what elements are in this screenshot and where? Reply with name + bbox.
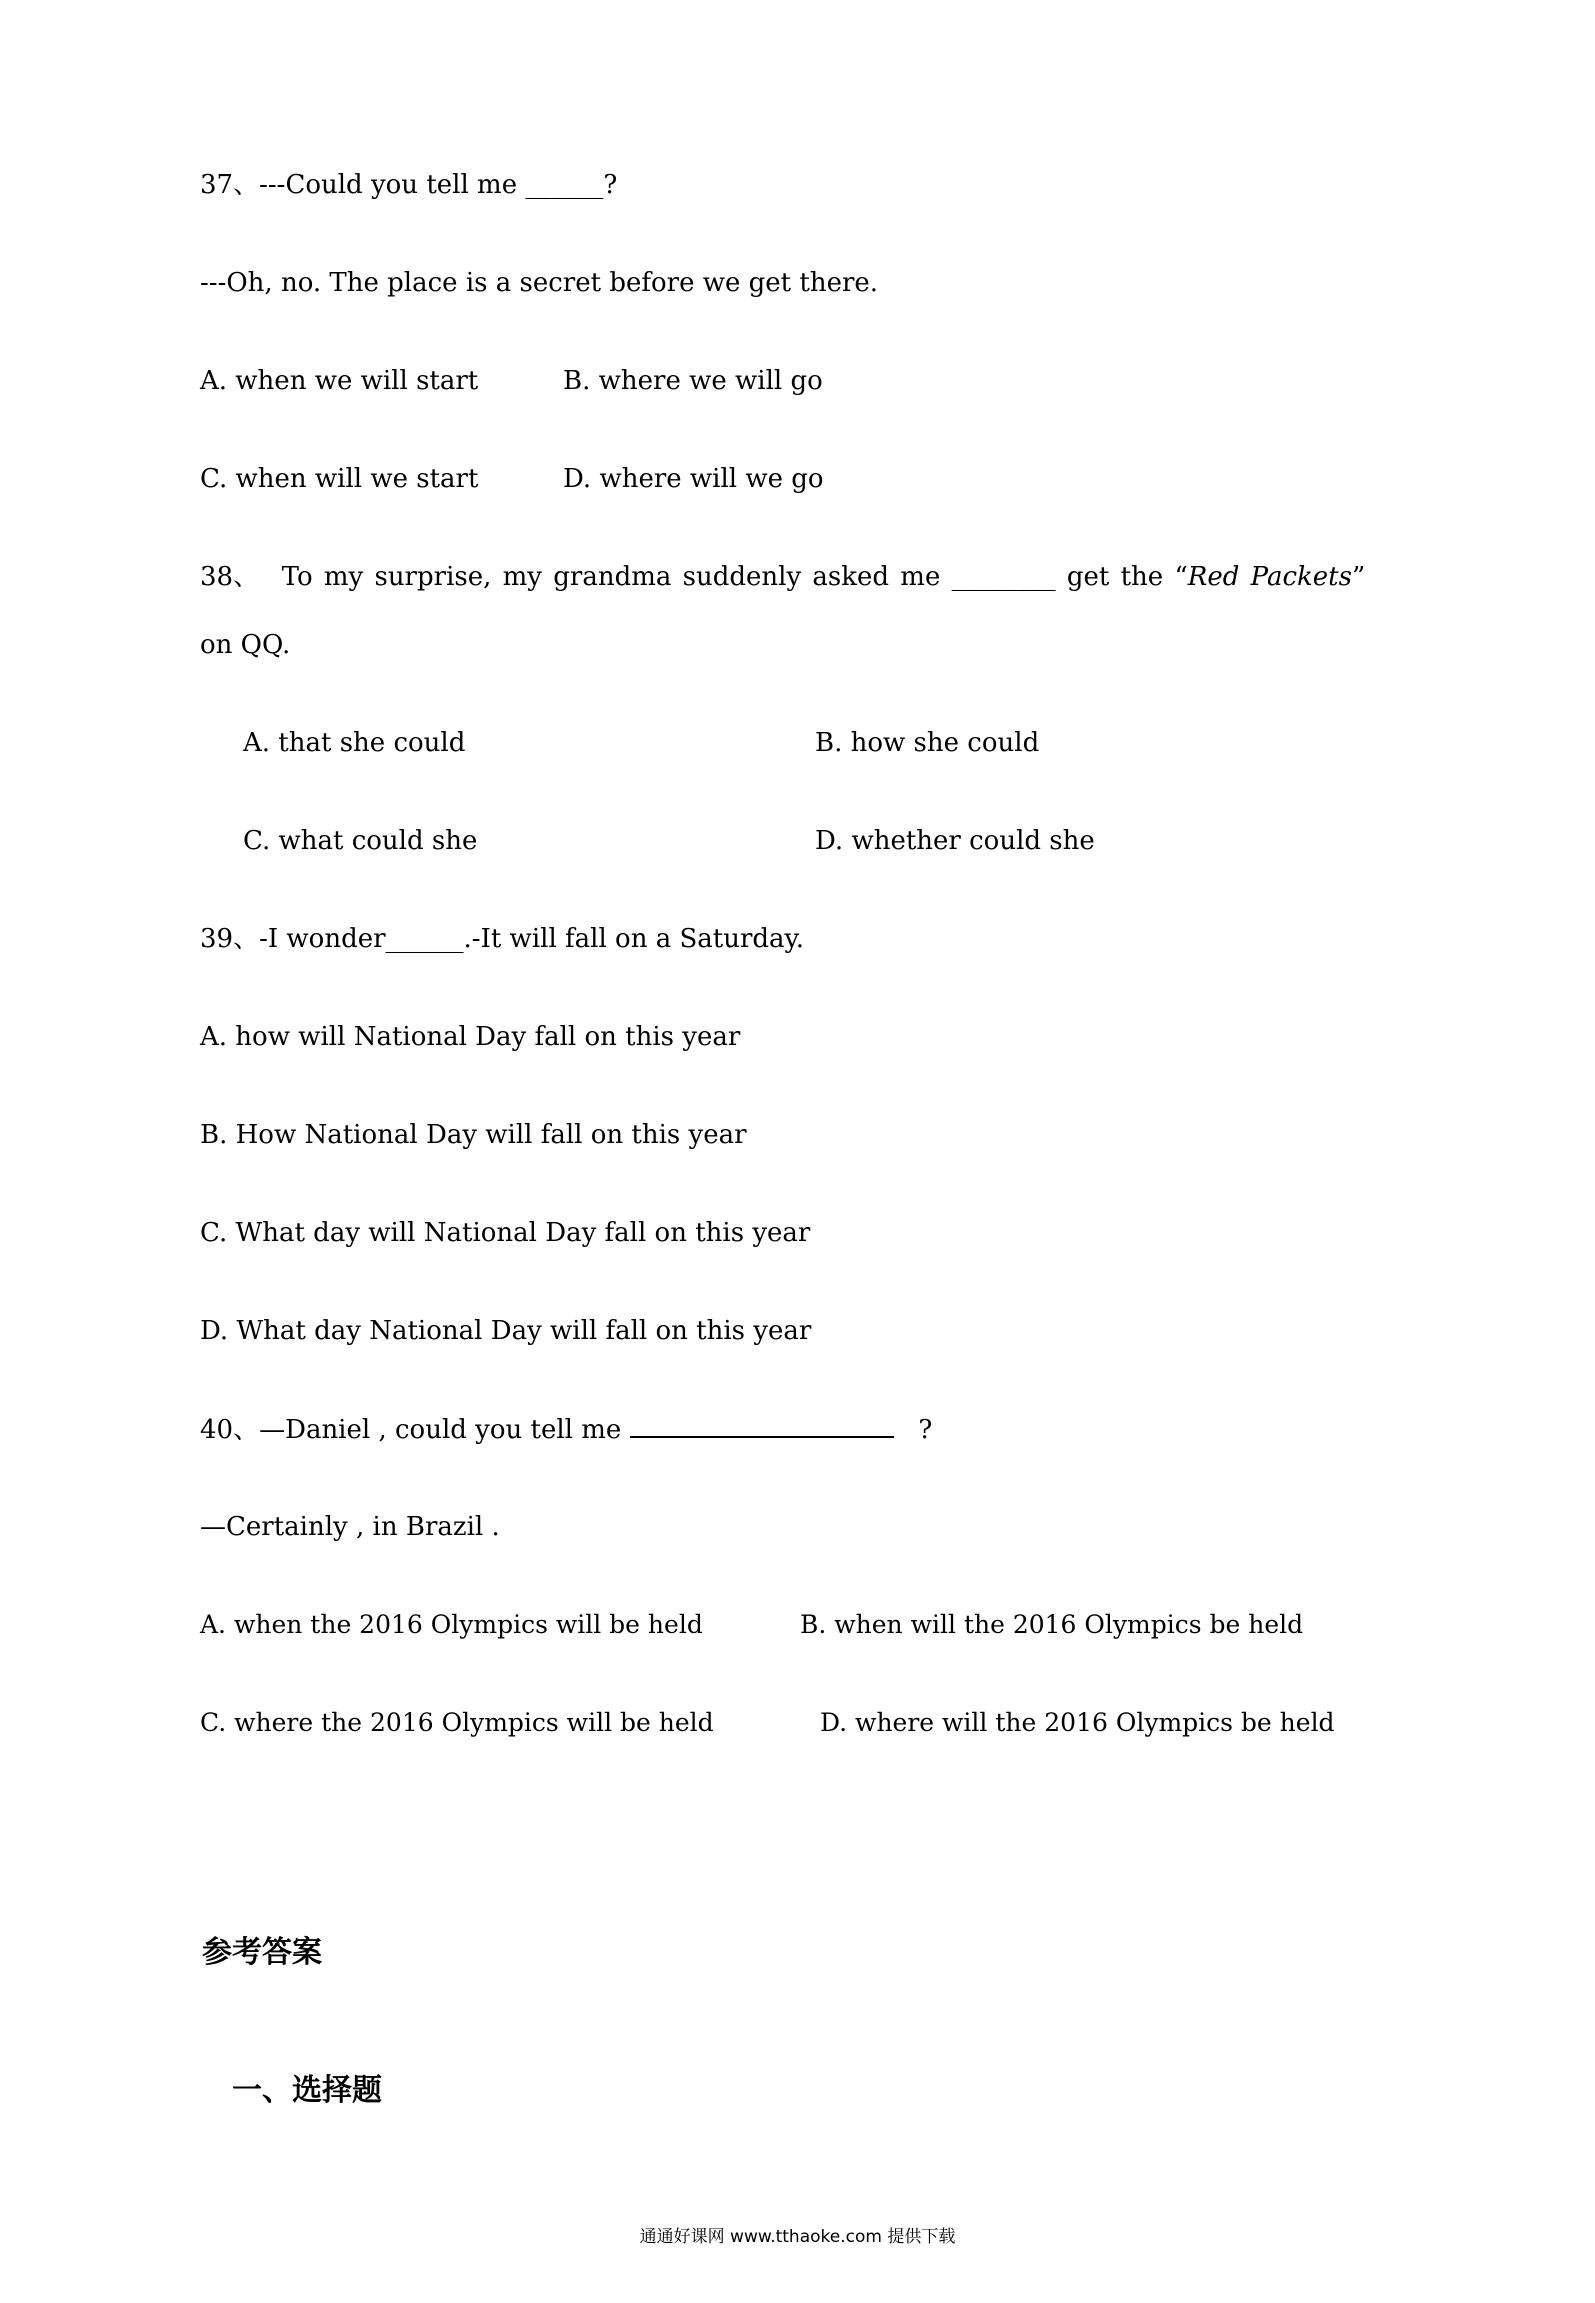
closing-quote: ” bbox=[1351, 562, 1366, 592]
option-39-b: B. How National Day will fall on this year bbox=[200, 1120, 747, 1150]
question-number: 37、 bbox=[200, 170, 260, 200]
italic-term: Red Packets bbox=[1187, 562, 1352, 592]
option-37-d: D. where will we go bbox=[563, 464, 824, 494]
question-40-stem bbox=[200, 1416, 932, 1443]
answers-title: 参考答案 bbox=[202, 1935, 322, 1970]
question-38-stem-line2: on QQ. bbox=[200, 630, 291, 660]
question-text: -I wonder______.-It will fall on a Saturday. bbox=[259, 924, 805, 954]
option-37-c: C. when will we start bbox=[200, 464, 479, 494]
option-39-a: A. how will National Day fall on this year bbox=[200, 1022, 741, 1052]
page-footer: 通通好课网 www.tthaoke.com 提供下载 bbox=[639, 2227, 956, 2247]
question-39-stem bbox=[200, 926, 804, 952]
option-37-a: A. when we will start bbox=[200, 366, 479, 396]
question-text: ---Could you tell me ______? bbox=[259, 170, 618, 200]
answer-blank bbox=[630, 1416, 894, 1438]
option-38-d: D. whether could she bbox=[815, 826, 1095, 856]
answers-section-heading: 一、选择题 bbox=[232, 2073, 382, 2108]
question-38-stem bbox=[200, 564, 1365, 590]
option-37-b: B. where we will go bbox=[563, 366, 823, 396]
option-40-b: B. when will the 2016 Olympics be held bbox=[800, 1610, 1304, 1639]
question-number: 38、 bbox=[200, 562, 260, 592]
option-38-c: C. what could she bbox=[243, 826, 478, 856]
option-40-d: D. where will the 2016 Olympics be held bbox=[820, 1708, 1335, 1737]
question-text: To my surprise, my grandma suddenly asked me ________ get the “ bbox=[281, 562, 1188, 592]
question-number: 40、 bbox=[200, 1415, 260, 1445]
question-text: —Daniel , could you tell me bbox=[259, 1415, 622, 1445]
option-38-a: A. that she could bbox=[243, 728, 466, 758]
question-37-stem bbox=[200, 172, 617, 198]
option-40-c: C. where the 2016 Olympics will be held bbox=[200, 1708, 714, 1737]
option-39-d: D. What day National Day will fall on this year bbox=[200, 1316, 812, 1346]
question-mark: ? bbox=[918, 1415, 933, 1445]
option-38-b: B. how she could bbox=[815, 728, 1040, 758]
question-number: 39、 bbox=[200, 924, 260, 954]
option-39-c: C. What day will National Day fall on this year bbox=[200, 1218, 811, 1248]
question-40-reply: —Certainly , in Brazil . bbox=[200, 1512, 500, 1542]
question-37-reply: ---Oh, no. The place is a secret before we get there. bbox=[200, 268, 879, 298]
option-40-a: A. when the 2016 Olympics will be held bbox=[200, 1610, 703, 1639]
